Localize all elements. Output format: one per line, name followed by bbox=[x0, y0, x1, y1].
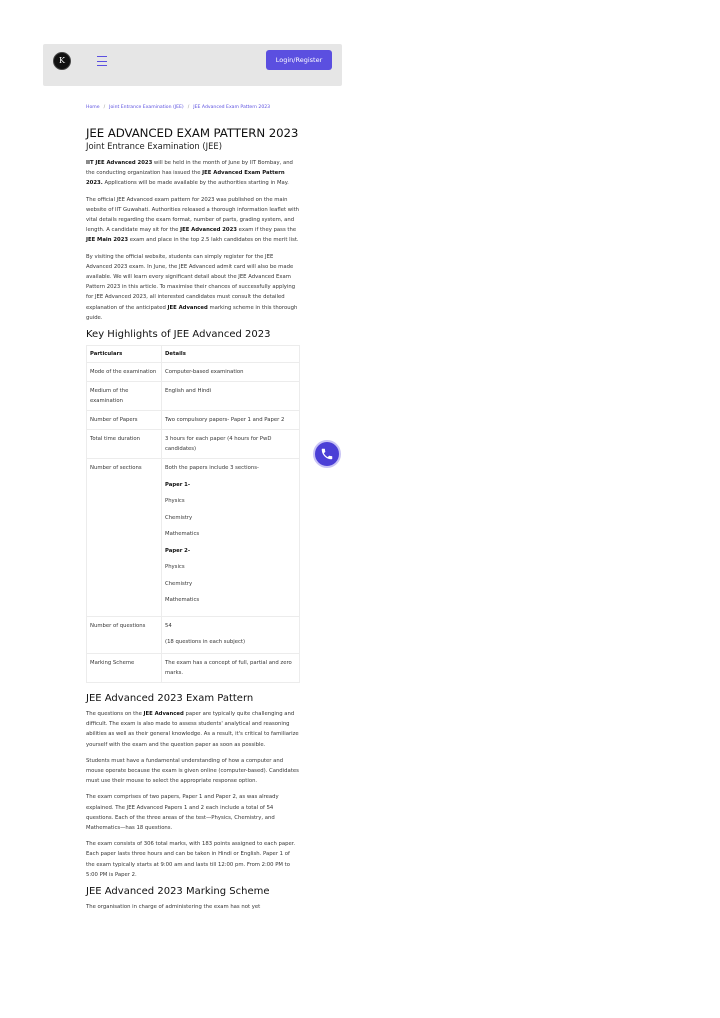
highlights-table bbox=[86, 345, 300, 683]
breadcrumb-separator: / bbox=[187, 105, 190, 110]
highlights-heading: Key Highlights of JEE Advanced 2023 bbox=[86, 329, 271, 341]
table-cell-particular: Number of sections bbox=[87, 459, 162, 617]
table-cell-detail: Both the papers include 3 sections- Paper 1- Physics Chemistry Mathematics Paper 2- Physics Chemistry Mathematics bbox=[162, 459, 300, 617]
breadcrumb-jee[interactable]: Joint Entrance Examination (JEE) bbox=[109, 105, 184, 110]
table-row bbox=[87, 411, 300, 430]
table-header-row bbox=[87, 346, 300, 363]
marking-scheme-heading: JEE Advanced 2023 Marking Scheme bbox=[86, 886, 270, 898]
table-cell-detail: 54 (18 questions in each subject) bbox=[162, 616, 300, 654]
phone-call-button[interactable] bbox=[313, 440, 341, 468]
phone-icon bbox=[320, 447, 334, 461]
breadcrumb bbox=[86, 105, 270, 110]
pattern-paragraph-3: The exam comprises of two papers, Paper 1 and Paper 2, as was already explained. The JEE Advanced Papers 1 and 2 each include a total of 54 questions. Each of the three areas of the test—Physics, Chemistry, and Mathematics—has 18 questions. bbox=[86, 794, 279, 832]
article bbox=[86, 126, 300, 918]
table-cell-detail: English and Hindi bbox=[162, 382, 300, 411]
table-row bbox=[87, 616, 300, 654]
breadcrumb-separator: / bbox=[103, 105, 106, 110]
site-header bbox=[43, 44, 342, 86]
page-subtitle: Joint Entrance Examination (JEE) bbox=[86, 141, 222, 151]
table-row bbox=[87, 654, 300, 683]
table-cell-particular: Marking Scheme bbox=[87, 654, 162, 683]
table-row bbox=[87, 459, 300, 617]
table-row bbox=[87, 430, 300, 459]
column-header: Particulars bbox=[87, 346, 162, 363]
table-cell-detail: Two compulsory papers- Paper 1 and Paper 2 bbox=[162, 411, 300, 430]
table-row bbox=[87, 363, 300, 382]
site-logo[interactable] bbox=[53, 52, 71, 70]
breadcrumb-home[interactable]: Home bbox=[86, 105, 100, 110]
pattern-paragraph-2: Students must have a fundamental understanding of how a computer and mouse operate because the exam is given online (computer-based). Candidates must use their mouse to select the appropriate response option. bbox=[86, 757, 299, 785]
intro-paragraph-1: IIT JEE Advanced 2023 will be held in the month of June by IIT Bombay, and the conducting organization has issued the JEE Advanced Exam Pattern 2023. Applications will be made available by the authorities starting in May. bbox=[86, 160, 293, 187]
table-cell-particular: Medium of the examination bbox=[87, 382, 162, 411]
table-cell-particular: Number of Papers bbox=[87, 411, 162, 430]
table-cell-particular: Total time duration bbox=[87, 430, 162, 459]
table-cell-detail: 3 hours for each paper (4 hours for PwD candidates) bbox=[162, 430, 300, 459]
table-cell-detail: Computer-based examination bbox=[162, 363, 300, 382]
hamburger-menu-icon[interactable] bbox=[97, 56, 107, 66]
logo-text: K bbox=[59, 56, 65, 65]
pattern-paragraph-4: The exam consists of 306 total marks, with 183 points assigned to each paper. Each paper lasts three hours and can be taken in Hindi or English. Paper 1 of the exam typically starts at 9:00 am and lasts till 12:00 pm. From 2:00 PM to 5:00 PM is Paper 2. bbox=[86, 841, 296, 878]
table-cell-particular: Number of questions bbox=[87, 616, 162, 654]
page-title: JEE ADVANCED EXAM PATTERN 2023 bbox=[86, 126, 299, 140]
breadcrumb-current: JEE Advanced Exam Pattern 2023 bbox=[193, 105, 271, 110]
marking-paragraph-1: The organisation in charge of administering the exam has not yet bbox=[86, 904, 261, 911]
login-register-button[interactable]: Login/Register bbox=[266, 50, 332, 70]
column-header: Details bbox=[162, 346, 300, 363]
intro-paragraph-3: By visiting the official website, students can simply register for the JEE Advanced 2023 exam. In June, the JEE Advanced admit card will also be made available. We will learn every significant detail about the JEE Advanced Exam Pattern 2023 in this article. To maximise their chances of successfully applying for JEE Advanced 2023, all interested candidates must consult the detailed explanation of the anticipated JEE Advanced marking scheme in this thorough guide. bbox=[86, 253, 298, 321]
pattern-paragraph-1: The questions on the JEE Advanced paper are typically quite challenging and difficult. The exam is also made to assess students' analytical and reasoning abilities as well as their general knowledge. As a result, it's critical to familiarize yourself with the exam and the question paper as soon as possible. bbox=[86, 711, 299, 748]
intro-paragraph-2: The official JEE Advanced exam pattern for 2023 was published on the main website of IIT Guwahati. Authorities released a thorough information leaflet with vital details regarding the exam format, number of parts, grading system, and length. A candidate may sit for the JEE Advanced 2023 exam if they pass the JEE Main 2023 exam and place in the top 2.5 lakh candidates on the merit list. bbox=[86, 196, 300, 244]
table-cell-detail: The exam has a concept of full, partial and zero marks. bbox=[162, 654, 300, 683]
table-row bbox=[87, 382, 300, 411]
table-cell-particular: Mode of the examination bbox=[87, 363, 162, 382]
exam-pattern-heading: JEE Advanced 2023 Exam Pattern bbox=[86, 693, 254, 705]
